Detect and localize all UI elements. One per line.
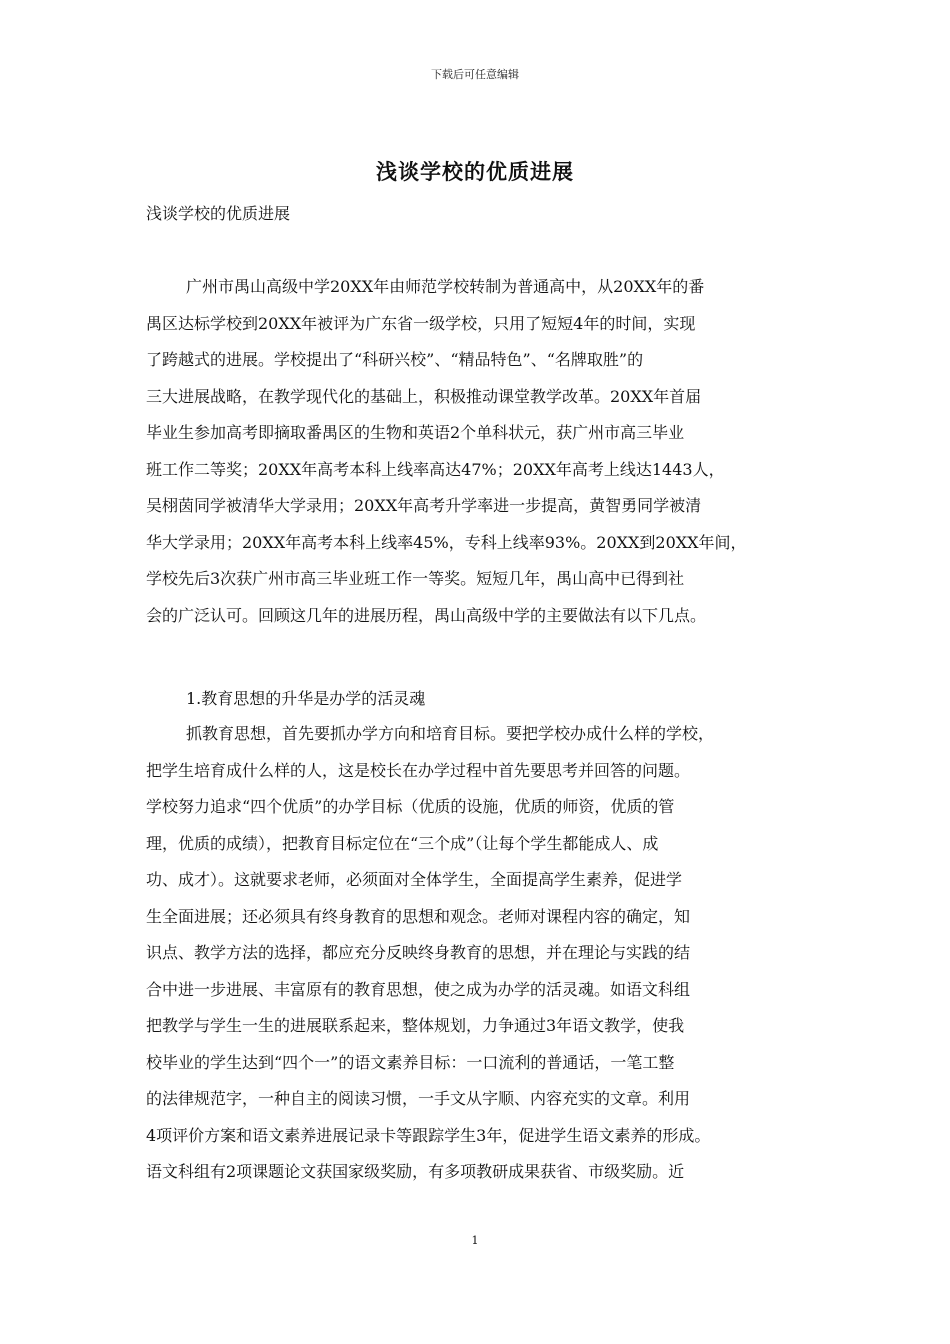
paragraph-line: 功、成才）。这就要求老师，必须面对全体学生，全面提高学生素养，促进学	[146, 870, 683, 889]
paragraph-line: 生全面进展；还必须具有终身教育的思想和观念。老师对课程内容的确定，知	[146, 906, 691, 926]
paragraph-line: 班工作二等奖；20XX年高考本科上线率高达47%；20XX年高考上线达1443人，	[146, 459, 725, 479]
paragraph-line: 会的广泛认可。回顾这几年的进展历程，禺山高级中学的主要做法有以下几点。	[146, 605, 707, 625]
paragraph-line: 合中进一步进展、丰富原有的教育思想，使之成为办学的活灵魂。如语文科组	[146, 979, 691, 999]
paragraph-line: 语文科组有2项课题论文获国家级奖励，有多项教研成果获省、市级奖励。近	[146, 1162, 685, 1181]
paragraph-line: 了跨越式的进展。学校提出了“科研兴校”、“精品特色”、“名牌取胜”的	[146, 350, 644, 369]
paragraph-line: 禺区达标学校到20XX年被评为广东省一级学校，只用了短短4年的时间，实现	[146, 313, 696, 333]
document-subtitle: 浅谈学校的优质进展	[146, 204, 291, 223]
paragraph-section1	[146, 716, 810, 1191]
paragraph-line: 吴栩茵同学被清华大学录用；20XX年高考升学率进一步提高，黄智勇同学被清	[146, 496, 702, 515]
paragraph-intro	[146, 269, 810, 634]
paragraph-line: 学校努力追求“四个优质”的办学目标（优质的设施，优质的师资，优质的管	[146, 797, 675, 816]
paragraph-line: 华大学录用；20XX年高考本科上线率45%，专科上线率93%。20XX到20XX年间，	[146, 532, 747, 552]
document-title: 浅谈学校的优质进展	[376, 159, 574, 184]
paragraph-line: 把教学与学生一生的进展联系起来，整体规划，力争通过3年语文教学，使我	[146, 1016, 685, 1035]
paragraph-line: 的法律规范字，一种自主的阅读习惯，一手文从字顺、内容充实的文章。利用	[146, 1089, 691, 1108]
page-header: 下载后可任意编辑	[431, 68, 519, 81]
paragraph-line: 校毕业的学生达到“四个一”的语文素养目标：一口流利的普通话，一笔工整	[146, 1052, 675, 1072]
paragraph-line: 4项评价方案和语文素养进展记录卡等跟踪学生3年，促进学生语文素养的形成。	[146, 1125, 711, 1145]
page-number: 1	[471, 1234, 479, 1247]
paragraph-line: 广州市禺山高级中学20XX年由师范学校转制为普通高中，从20XX年的番	[186, 277, 705, 296]
paragraph-line: 抓教育思想，首先要抓办学方向和培育目标。要把学校办成什么样的学校，	[186, 724, 715, 743]
section-heading: 1.教育思想的升华是办学的活灵魂	[186, 689, 426, 708]
paragraph-line: 毕业生参加高考即摘取番禺区的生物和英语2个单科状元，获广州市高三毕业	[146, 423, 685, 442]
paragraph-line: 三大进展战略，在教学现代化的基础上，积极推动课堂教学改革。20XX年首届	[146, 386, 702, 406]
paragraph-line: 学校先后3次获广州市高三毕业班工作一等奖。短短几年，禺山高中已得到社	[146, 569, 685, 588]
paragraph-line: 识点、教学方法的选择，都应充分反映终身教育的思想，并在理论与实践的结	[146, 943, 691, 962]
paragraph-line: 把学生培育成什么样的人，这是校长在办学过程中首先要思考并回答的问题。	[146, 760, 691, 780]
paragraph-line: 理，优质的成绩），把教育目标定位在“三个成”（让每个学生都能成人、成	[146, 833, 659, 853]
